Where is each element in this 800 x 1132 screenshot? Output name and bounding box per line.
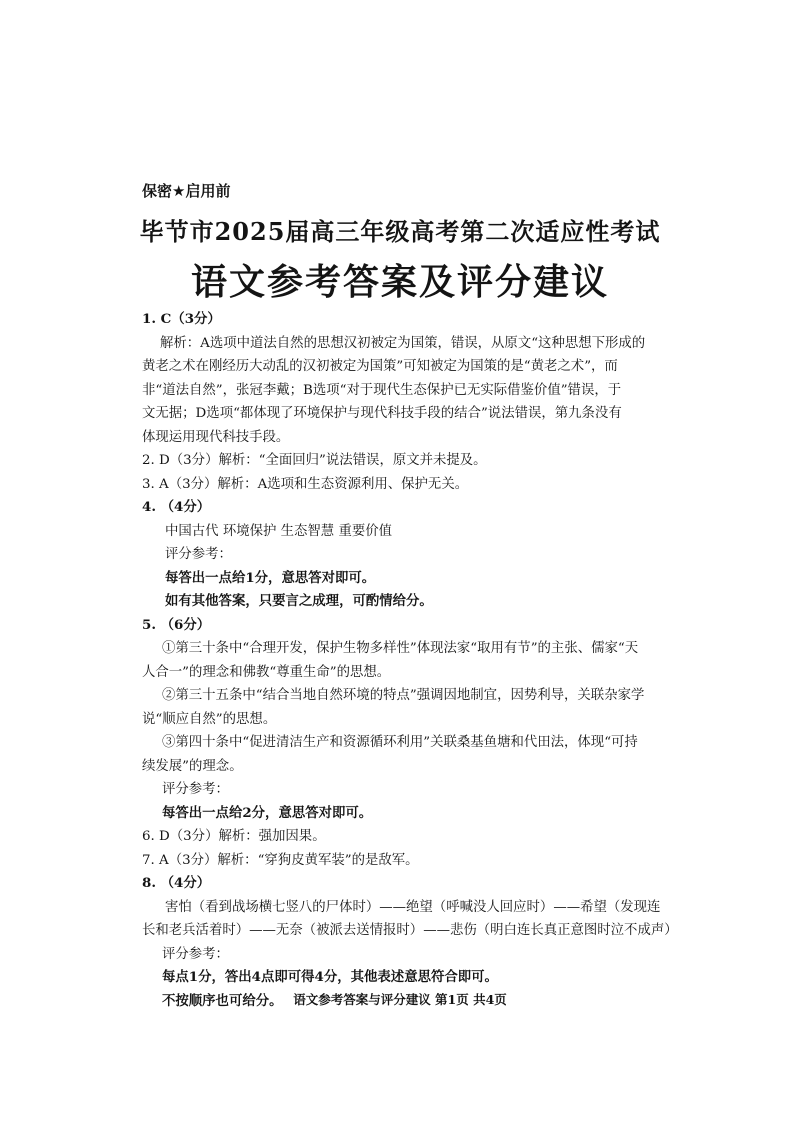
document-title: 语文参考答案及评分建议 (190, 261, 609, 303)
confidential-label: 保密★启用前 (142, 182, 231, 200)
q5-line: ③第四十条中“促进清洁生产和资源循环利用”关联桑基鱼塘和代田法，体现“可持 (162, 735, 638, 750)
q5-line: 续发展”的理念。 (142, 758, 243, 774)
q8-score-rule: 每点1分，答出4点即可得4分，其他表述意思符合即可。 (162, 969, 498, 985)
q4-head: 4. （4分） (142, 499, 211, 515)
q7-answer: 7. A（3分）解析：“穿狗皮黄军装”的是敌军。 (142, 852, 419, 868)
q8-head: 8. （4分） (142, 875, 211, 891)
q1-line: 黄老之术在刚经历大动乱的汉初被定为国策”可知被定为国策的是“黄老之术”，而 (142, 359, 618, 374)
q6-answer: 6. D（3分）解析：强加因果。 (142, 829, 326, 844)
q8-score-label: 评分参考： (162, 946, 229, 962)
q8-line: 长和老兵活着时）——无奈（被派去送情报时）——悲伤（明白连长真正意图时泣不成声） (142, 923, 678, 938)
page-footer: 语文参考答案与评分建议 第1页 共4页 (293, 992, 507, 1007)
answer-list (142, 308, 682, 1013)
q4-score-rule: 如有其他答案，只要言之成理，可酌情给分。 (165, 593, 433, 609)
q5-line: 说“顺应自然”的思想。 (142, 711, 277, 727)
q8-score-rule: 不按顺序也可给分。 (162, 992, 283, 1009)
q5-score-label: 评分参考： (162, 782, 229, 797)
q8-line: 害怕（看到战场横七竖八的尸体时）——绝望（呼喊没人回应时）——希望（发现连 (165, 899, 661, 915)
q5-line: ②第三十五条中“结合当地自然环境的特点”强调因地制宜，因势利导，关联杂家学 (162, 688, 645, 703)
q1-line: 解析：A选项中道法自然的思想汉初被定为国策，错误，从原文“这种思想下形成的 (160, 335, 646, 351)
q1-line: 体现运用现代科技手段。 (142, 429, 290, 445)
q5-head: 5. （6分） (142, 616, 211, 633)
q5-line: 人合一”的理念和佛教“尊重生命”的思想。 (142, 664, 391, 680)
q3-answer: 3. A（3分）解析：A选项和生态资源利用、保护无关。 (142, 476, 469, 492)
q1-line: 非“道法自然”，张冠李戴；B选项“对于现代生态保护已无实际借鉴价值”错误，于 (142, 382, 622, 398)
q4-score-rule: 每答出一点给1分，意思答对即可。 (165, 569, 376, 586)
q4-answer: 中国古代 环境保护 生态智慧 重要价值 (165, 523, 393, 539)
q2-answer: 2. D（3分）解析：“全面回归”说法错误，原文并未提及。 (142, 453, 487, 468)
q5-line: ①第三十条中“合理开发，保护生物多样性”体现法家“取用有节”的主张、儒家“天 (162, 641, 639, 656)
q1-line: 文无据；D选项“都体现了环境保护与现代科技手段的结合”说法错误，第九条没有 (142, 406, 622, 421)
q1-head: 1. C（3分） (142, 311, 221, 327)
exam-title: 毕节市2025届高三年级高考第二次适应性考试 (139, 217, 661, 246)
q5-score-rule: 每答出一点给2分，意思答对即可。 (162, 804, 373, 821)
q4-score-label: 评分参考： (165, 547, 232, 562)
